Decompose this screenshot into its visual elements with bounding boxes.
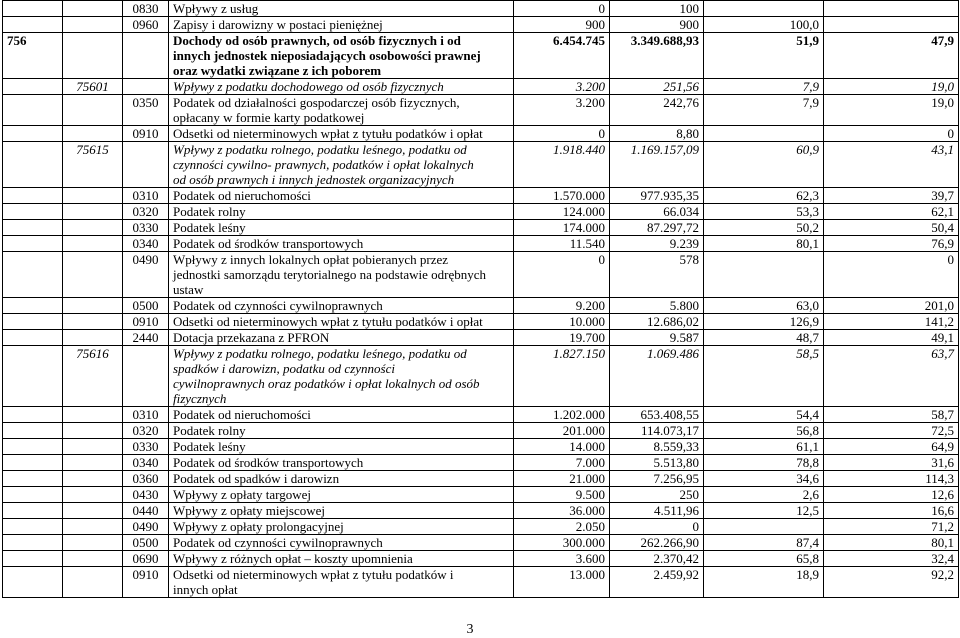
cell-paragraf: 0340 xyxy=(123,236,169,252)
cell-plan: 3.200 xyxy=(514,79,610,95)
cell-wykonanie: 250 xyxy=(610,487,704,503)
cell-dzial xyxy=(3,252,63,298)
cell-dzial xyxy=(3,487,63,503)
cell-plan: 13.000 xyxy=(514,567,610,598)
cell-paragraf: 0350 xyxy=(123,95,169,126)
cell-plan: 900 xyxy=(514,17,610,33)
cell-procent-2: 63,7 xyxy=(824,346,959,407)
table-row xyxy=(3,252,959,298)
cell-rozdzial xyxy=(63,298,123,314)
cell-nazwa: Wpływy z podatku dochodowego od osób fizycznych xyxy=(169,79,514,95)
cell-paragraf: 0910 xyxy=(123,126,169,142)
table-row xyxy=(3,33,959,79)
cell-nazwa: Odsetki od nieterminowych wpłat z tytułu podatków i opłat xyxy=(169,314,514,330)
table-row xyxy=(3,407,959,423)
cell-procent-1: 61,1 xyxy=(704,439,824,455)
cell-paragraf: 0910 xyxy=(123,314,169,330)
table-row xyxy=(3,298,959,314)
cell-dzial xyxy=(3,220,63,236)
cell-paragraf: 0500 xyxy=(123,535,169,551)
cell-paragraf xyxy=(123,33,169,79)
cell-wykonanie: 66.034 xyxy=(610,204,704,220)
table-row xyxy=(3,330,959,346)
cell-procent-2: 80,1 xyxy=(824,535,959,551)
cell-dzial xyxy=(3,455,63,471)
cell-plan: 0 xyxy=(514,126,610,142)
table-row xyxy=(3,314,959,330)
cell-procent-2: 114,3 xyxy=(824,471,959,487)
cell-plan: 0 xyxy=(514,252,610,298)
cell-nazwa: Odsetki od nieterminowych wpłat z tytułu podatków i innych opłat xyxy=(169,567,514,598)
cell-procent-1: 48,7 xyxy=(704,330,824,346)
cell-paragraf: 0910 xyxy=(123,567,169,598)
cell-rozdzial xyxy=(63,204,123,220)
table-row xyxy=(3,535,959,551)
cell-procent-1: 126,9 xyxy=(704,314,824,330)
cell-plan: 124.000 xyxy=(514,204,610,220)
cell-procent-1: 60,9 xyxy=(704,142,824,188)
cell-paragraf: 0310 xyxy=(123,188,169,204)
table-row xyxy=(3,126,959,142)
cell-nazwa: Podatek od czynności cywilnoprawnych xyxy=(169,298,514,314)
cell-rozdzial xyxy=(63,126,123,142)
cell-rozdzial: 75615 xyxy=(63,142,123,188)
cell-dzial xyxy=(3,142,63,188)
cell-wykonanie: 4.511,96 xyxy=(610,503,704,519)
cell-procent-1: 12,5 xyxy=(704,503,824,519)
cell-rozdzial xyxy=(63,439,123,455)
cell-dzial xyxy=(3,298,63,314)
cell-dzial xyxy=(3,551,63,567)
cell-rozdzial xyxy=(63,1,123,17)
cell-dzial xyxy=(3,1,63,17)
cell-wykonanie: 578 xyxy=(610,252,704,298)
cell-nazwa: Podatek od czynności cywilnoprawnych xyxy=(169,535,514,551)
cell-nazwa: Podatek od spadków i darowizn xyxy=(169,471,514,487)
cell-plan: 2.050 xyxy=(514,519,610,535)
cell-procent-1: 58,5 xyxy=(704,346,824,407)
cell-procent-1 xyxy=(704,519,824,535)
cell-wykonanie: 5.513,80 xyxy=(610,455,704,471)
cell-procent-1: 54,4 xyxy=(704,407,824,423)
cell-wykonanie: 9.239 xyxy=(610,236,704,252)
cell-wykonanie: 2.459,92 xyxy=(610,567,704,598)
cell-nazwa: Wpływy z podatku rolnego, podatku leśnego, podatku od czynności cywilno- prawnych, podatków i opłat lokalnych od osób prawnych i innych jednostek organizacyjnych xyxy=(169,142,514,188)
cell-nazwa: Podatek od nieruchomości xyxy=(169,407,514,423)
cell-rozdzial: 75616 xyxy=(63,346,123,407)
cell-wykonanie: 8.559,33 xyxy=(610,439,704,455)
cell-procent-2: 58,7 xyxy=(824,407,959,423)
cell-dzial xyxy=(3,188,63,204)
cell-procent-2: 141,2 xyxy=(824,314,959,330)
cell-procent-1: 80,1 xyxy=(704,236,824,252)
cell-wykonanie: 12.686,02 xyxy=(610,314,704,330)
cell-procent-1 xyxy=(704,126,824,142)
cell-rozdzial xyxy=(63,551,123,567)
cell-procent-2: 201,0 xyxy=(824,298,959,314)
table-row xyxy=(3,220,959,236)
cell-nazwa: Podatek leśny xyxy=(169,220,514,236)
cell-nazwa: Wpływy z usług xyxy=(169,1,514,17)
cell-wykonanie: 653.408,55 xyxy=(610,407,704,423)
cell-plan: 6.454.745 xyxy=(514,33,610,79)
cell-wykonanie: 5.800 xyxy=(610,298,704,314)
cell-procent-2: 31,6 xyxy=(824,455,959,471)
cell-paragraf: 0440 xyxy=(123,503,169,519)
cell-nazwa: Dotacja przekazana z PFRON xyxy=(169,330,514,346)
cell-procent-1: 62,3 xyxy=(704,188,824,204)
cell-procent-2: 92,2 xyxy=(824,567,959,598)
cell-plan: 11.540 xyxy=(514,236,610,252)
table-row xyxy=(3,455,959,471)
cell-rozdzial xyxy=(63,455,123,471)
cell-procent-2: 19,0 xyxy=(824,95,959,126)
cell-rozdzial xyxy=(63,535,123,551)
cell-paragraf: 0830 xyxy=(123,1,169,17)
cell-nazwa: Podatek rolny xyxy=(169,423,514,439)
cell-rozdzial xyxy=(63,33,123,79)
cell-nazwa: Podatek od środków transportowych xyxy=(169,455,514,471)
cell-paragraf: 0430 xyxy=(123,487,169,503)
cell-procent-2: 43,1 xyxy=(824,142,959,188)
cell-wykonanie: 9.587 xyxy=(610,330,704,346)
cell-plan: 300.000 xyxy=(514,535,610,551)
table-row xyxy=(3,236,959,252)
table-row xyxy=(3,79,959,95)
cell-procent-2 xyxy=(824,17,959,33)
table-row xyxy=(3,95,959,126)
table-row xyxy=(3,471,959,487)
cell-plan: 10.000 xyxy=(514,314,610,330)
cell-rozdzial xyxy=(63,220,123,236)
cell-rozdzial xyxy=(63,471,123,487)
cell-dzial xyxy=(3,95,63,126)
table-row xyxy=(3,423,959,439)
cell-plan: 3.600 xyxy=(514,551,610,567)
cell-procent-1: 100,0 xyxy=(704,17,824,33)
cell-paragraf: 0690 xyxy=(123,551,169,567)
cell-procent-2: 71,2 xyxy=(824,519,959,535)
cell-paragraf: 0490 xyxy=(123,252,169,298)
table-row xyxy=(3,346,959,407)
table-row xyxy=(3,439,959,455)
budget-table xyxy=(2,0,959,598)
table-row xyxy=(3,1,959,17)
cell-paragraf xyxy=(123,142,169,188)
cell-nazwa: Podatek od nieruchomości xyxy=(169,188,514,204)
cell-nazwa: Odsetki od nieterminowych wpłat z tytułu podatków i opłat xyxy=(169,126,514,142)
cell-nazwa: Podatek od działalności gospodarczej osób fizycznych, opłacany w formie karty podatkowej xyxy=(169,95,514,126)
cell-paragraf: 0330 xyxy=(123,220,169,236)
cell-plan: 19.700 xyxy=(514,330,610,346)
cell-procent-2: 62,1 xyxy=(824,204,959,220)
cell-plan: 3.200 xyxy=(514,95,610,126)
cell-procent-1: 78,8 xyxy=(704,455,824,471)
cell-rozdzial xyxy=(63,567,123,598)
cell-plan: 201.000 xyxy=(514,423,610,439)
cell-dzial xyxy=(3,236,63,252)
cell-procent-2: 64,9 xyxy=(824,439,959,455)
cell-paragraf: 0320 xyxy=(123,423,169,439)
cell-plan: 1.827.150 xyxy=(514,346,610,407)
cell-paragraf: 2440 xyxy=(123,330,169,346)
cell-wykonanie: 8,80 xyxy=(610,126,704,142)
cell-nazwa: Podatek leśny xyxy=(169,439,514,455)
cell-rozdzial xyxy=(63,95,123,126)
cell-paragraf: 0490 xyxy=(123,519,169,535)
cell-procent-2: 49,1 xyxy=(824,330,959,346)
cell-plan: 174.000 xyxy=(514,220,610,236)
cell-wykonanie: 1.169.157,09 xyxy=(610,142,704,188)
cell-nazwa: Wpływy z opłaty miejscowej xyxy=(169,503,514,519)
cell-dzial xyxy=(3,330,63,346)
cell-plan: 21.000 xyxy=(514,471,610,487)
cell-procent-2: 47,9 xyxy=(824,33,959,79)
cell-nazwa: Wpływy z opłaty prolongacyjnej xyxy=(169,519,514,535)
cell-rozdzial: 75601 xyxy=(63,79,123,95)
cell-dzial xyxy=(3,423,63,439)
cell-nazwa: Zapisy i darowizny w postaci pieniężnej xyxy=(169,17,514,33)
cell-nazwa: Wpływy z opłaty targowej xyxy=(169,487,514,503)
cell-procent-2: 32,4 xyxy=(824,551,959,567)
table-row xyxy=(3,551,959,567)
cell-wykonanie: 114.073,17 xyxy=(610,423,704,439)
cell-paragraf: 0320 xyxy=(123,204,169,220)
table-row xyxy=(3,503,959,519)
cell-wykonanie: 87.297,72 xyxy=(610,220,704,236)
cell-procent-2: 12,6 xyxy=(824,487,959,503)
cell-nazwa: Podatek rolny xyxy=(169,204,514,220)
cell-procent-2 xyxy=(824,1,959,17)
cell-rozdzial xyxy=(63,407,123,423)
cell-procent-1: 7,9 xyxy=(704,79,824,95)
cell-dzial xyxy=(3,17,63,33)
cell-wykonanie: 1.069.486 xyxy=(610,346,704,407)
cell-procent-1: 18,9 xyxy=(704,567,824,598)
cell-procent-2: 0 xyxy=(824,252,959,298)
cell-dzial xyxy=(3,314,63,330)
cell-wykonanie: 977.935,35 xyxy=(610,188,704,204)
cell-plan: 7.000 xyxy=(514,455,610,471)
cell-nazwa: Wpływy z innych lokalnych opłat pobieranych przez jednostki samorządu terytorialnego na podstawie odrębnych ustaw xyxy=(169,252,514,298)
cell-nazwa: Dochody od osób prawnych, od osób fizycznych i od innych jednostek nieposiadających osobowości prawnej oraz wydatki związane z ich poborem xyxy=(169,33,514,79)
cell-procent-1: 87,4 xyxy=(704,535,824,551)
cell-rozdzial xyxy=(63,188,123,204)
cell-procent-1: 56,8 xyxy=(704,423,824,439)
table-row xyxy=(3,17,959,33)
cell-paragraf: 0500 xyxy=(123,298,169,314)
cell-dzial xyxy=(3,204,63,220)
cell-paragraf xyxy=(123,346,169,407)
table-row xyxy=(3,142,959,188)
cell-procent-2: 76,9 xyxy=(824,236,959,252)
cell-procent-2: 16,6 xyxy=(824,503,959,519)
cell-rozdzial xyxy=(63,17,123,33)
cell-paragraf: 0310 xyxy=(123,407,169,423)
cell-procent-2: 39,7 xyxy=(824,188,959,204)
cell-dzial: 756 xyxy=(3,33,63,79)
cell-procent-1: 2,6 xyxy=(704,487,824,503)
cell-dzial xyxy=(3,471,63,487)
cell-dzial xyxy=(3,126,63,142)
cell-rozdzial xyxy=(63,314,123,330)
cell-plan: 9.200 xyxy=(514,298,610,314)
budget-table-body xyxy=(3,1,959,598)
cell-plan: 1.202.000 xyxy=(514,407,610,423)
cell-wykonanie: 900 xyxy=(610,17,704,33)
cell-nazwa: Wpływy z podatku rolnego, podatku leśnego, podatku od spadków i darowizn, podatku od czynności cywilnoprawnych oraz podatków i opłat lokalnych od osób fizycznych xyxy=(169,346,514,407)
cell-dzial xyxy=(3,567,63,598)
cell-rozdzial xyxy=(63,519,123,535)
cell-procent-1: 34,6 xyxy=(704,471,824,487)
table-row xyxy=(3,204,959,220)
cell-wykonanie: 2.370,42 xyxy=(610,551,704,567)
cell-rozdzial xyxy=(63,236,123,252)
cell-wykonanie: 0 xyxy=(610,519,704,535)
cell-rozdzial xyxy=(63,487,123,503)
cell-plan: 0 xyxy=(514,1,610,17)
page-number: 3 xyxy=(466,622,474,637)
cell-procent-1 xyxy=(704,1,824,17)
cell-dzial xyxy=(3,503,63,519)
cell-procent-1: 63,0 xyxy=(704,298,824,314)
cell-rozdzial xyxy=(63,252,123,298)
table-row xyxy=(3,188,959,204)
cell-paragraf xyxy=(123,79,169,95)
cell-procent-2: 19,0 xyxy=(824,79,959,95)
cell-procent-1 xyxy=(704,252,824,298)
cell-wykonanie: 100 xyxy=(610,1,704,17)
table-row xyxy=(3,487,959,503)
cell-paragraf: 0360 xyxy=(123,471,169,487)
cell-wykonanie: 242,76 xyxy=(610,95,704,126)
cell-wykonanie: 3.349.688,93 xyxy=(610,33,704,79)
cell-dzial xyxy=(3,535,63,551)
table-row xyxy=(3,567,959,598)
cell-procent-2: 0 xyxy=(824,126,959,142)
cell-procent-1: 50,2 xyxy=(704,220,824,236)
cell-procent-1: 53,3 xyxy=(704,204,824,220)
cell-plan: 1.918.440 xyxy=(514,142,610,188)
cell-paragraf: 0330 xyxy=(123,439,169,455)
cell-rozdzial xyxy=(63,423,123,439)
cell-wykonanie: 7.256,95 xyxy=(610,471,704,487)
cell-wykonanie: 251,56 xyxy=(610,79,704,95)
cell-nazwa: Wpływy z różnych opłat – koszty upomnienia xyxy=(169,551,514,567)
cell-plan: 36.000 xyxy=(514,503,610,519)
cell-paragraf: 0340 xyxy=(123,455,169,471)
cell-plan: 1.570.000 xyxy=(514,188,610,204)
cell-rozdzial xyxy=(63,503,123,519)
cell-procent-1: 65,8 xyxy=(704,551,824,567)
cell-dzial xyxy=(3,346,63,407)
cell-wykonanie: 262.266,90 xyxy=(610,535,704,551)
cell-plan: 14.000 xyxy=(514,439,610,455)
cell-procent-2: 50,4 xyxy=(824,220,959,236)
cell-dzial xyxy=(3,79,63,95)
cell-paragraf: 0960 xyxy=(123,17,169,33)
cell-procent-1: 51,9 xyxy=(704,33,824,79)
cell-procent-1: 7,9 xyxy=(704,95,824,126)
table-row xyxy=(3,519,959,535)
cell-nazwa: Podatek od środków transportowych xyxy=(169,236,514,252)
cell-dzial xyxy=(3,407,63,423)
cell-plan: 9.500 xyxy=(514,487,610,503)
cell-dzial xyxy=(3,439,63,455)
cell-procent-2: 72,5 xyxy=(824,423,959,439)
cell-dzial xyxy=(3,519,63,535)
cell-rozdzial xyxy=(63,330,123,346)
